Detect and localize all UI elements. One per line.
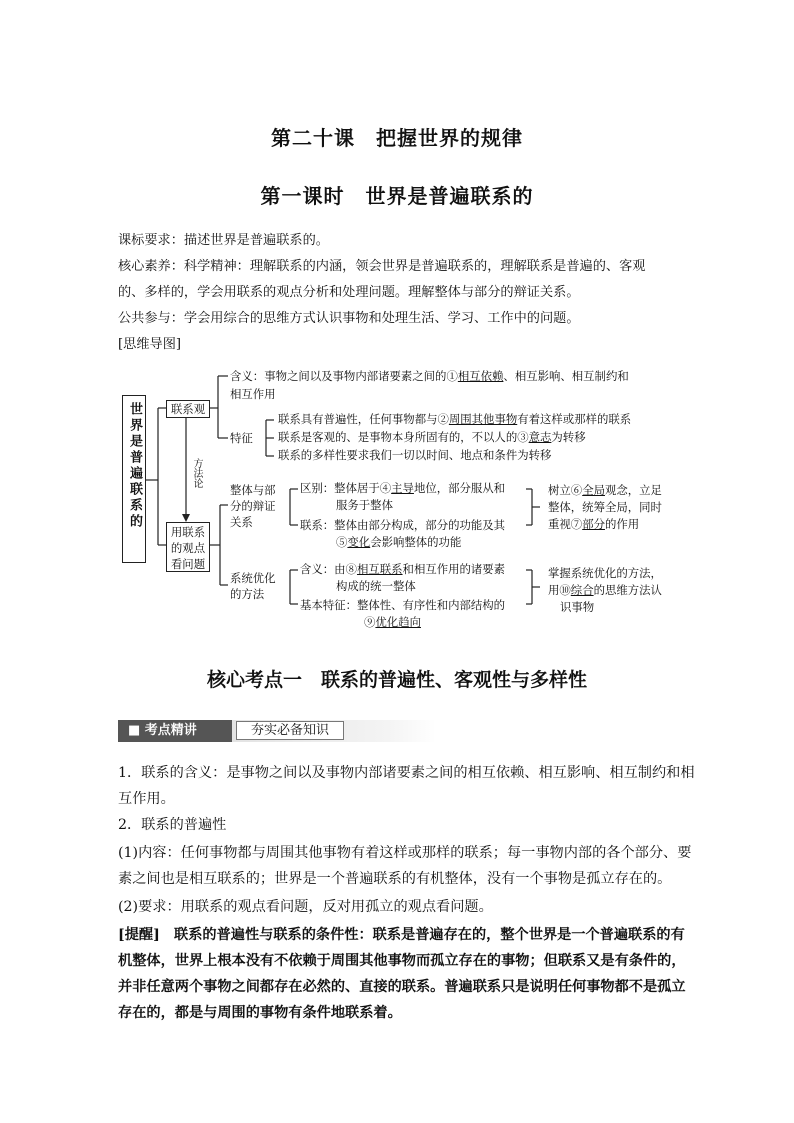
mindmap-feature-2: 联系是客观的、是事物本身所固有的，不以人的③意志为转移: [278, 430, 586, 444]
mindmap-sys-result-2: 用⑩综合的思维方法认: [548, 583, 662, 597]
mindmap-sys-feat-line2: ⑨优化趋向: [364, 615, 421, 629]
mindmap-root: 世界是普遍联系的: [122, 395, 146, 563]
point-2-content-line1: (1)内容：任何事物都与周围其他事物有着这样或那样的联系；每一事物内部的各个部分、要: [118, 845, 692, 861]
mindmap-link-view: 联系观: [166, 400, 210, 418]
mindmap-feature-3: 联系的多样性要求我们一切以时间、地点和条件为转移: [278, 448, 552, 462]
tip-line1: [提醒] 联系的普遍性与联系的条件性：联系是普遍存在的，整个世界是一个普遍联系的有: [118, 927, 685, 943]
mindmap-use-link: 用联系的观点看问题: [166, 522, 210, 572]
tip-line2: 机整体，世界上根本没有不依赖于周围其他事物而孤立存在的事物；但联系又是有条件的，: [118, 953, 686, 969]
mindmap-methodology: 方法论: [191, 458, 202, 488]
mindmap-feature-1: 联系具有普遍性，任何事物都与②周围其他事物有着这样或那样的联系: [278, 412, 632, 426]
mindmap-system-opt: 系统优化的方法: [230, 571, 276, 601]
core-literacy-line2: 的、多样的，学会用联系的观点分析和处理问题。理解整体与部分的辩证关系。: [118, 285, 580, 300]
point-2-content-line2: 素之间也是相互联系的；世界是一个普遍联系的有机整体，没有一个事物是孤立存在的。: [118, 871, 672, 887]
public-participation: 公共参与：学会用综合的思维方式认识事物和处理生活、学习、工作中的问题。: [118, 311, 580, 326]
banner-text: 夯实必备知识: [236, 721, 344, 740]
mindmap-sys-def-line2: 构成的统一整体: [336, 579, 416, 593]
mindmap-whole-result-2: 整体，统筹全局，同时: [548, 500, 662, 514]
mindmap-sys-result-3: 识事物: [560, 600, 595, 614]
mindmap-diff-line2: 服务于整体: [336, 498, 393, 512]
point-2-heading: 2．联系的普遍性: [118, 817, 227, 833]
mindmap-rel-line2: ⑤变化会影响整体的功能: [336, 535, 462, 549]
point-1-line1: 1．联系的含义：是事物之间以及事物内部诸要素之间的相互依赖、相互影响、相互制约和相: [118, 765, 695, 781]
mindmap-def-line1: 含义：事物之间以及事物内部诸要素之间的①相互依赖、相互影响、相互制约和: [230, 369, 629, 383]
mindmap-sys-def-line1: 含义：由⑧相互联系和相互作用的诸要素: [300, 562, 506, 576]
mindmap-sys-feat-line1: 基本特征：整体性、有序性和内部结构的: [300, 598, 506, 612]
section-title: 核心考点一 联系的普遍性、客观性与多样性: [206, 669, 587, 691]
lesson-title: 第二十课 把握世界的规律: [271, 126, 523, 150]
point-1-line2: 互作用。: [118, 791, 175, 807]
mindmap-diff-line1: 区别：整体居于④主导地位，部分服从和: [300, 481, 506, 495]
point-2-requirement: (2)要求：用联系的观点看问题，反对用孤立的观点看问题。: [118, 899, 493, 915]
mindmap-rel-line1: 联系：整体由部分构成，部分的功能及其: [300, 518, 506, 532]
mindmap-whole-result-3: 重视⑦部分的作用: [548, 517, 640, 531]
mindmap-whole-part: 整体与部分的辩证关系: [230, 483, 276, 529]
mindmap-sys-result-1: 掌握系统优化的方法，: [548, 566, 662, 580]
mindmap-label: [思维导图]: [118, 337, 182, 352]
tip-label: [提醒]: [118, 927, 160, 943]
curriculum-standard: 课标要求：描述世界是普遍联系的。: [118, 233, 329, 248]
mindmap-feature-label: 特征: [230, 431, 253, 445]
lesson-subtitle: 第一课时 世界是普遍联系的: [260, 184, 534, 208]
tip-line4: 存在的，都是与周围的事物有条件地联系着。: [118, 1005, 402, 1021]
mindmap-whole-result-1: 树立⑥全局观念，立足: [548, 483, 662, 497]
mindmap-def-line2: 相互作用: [230, 387, 276, 401]
tip-line3: 并非任意两个事物之间都存在必然的、直接的联系。普遍联系只是说明任何事物都不是孤立: [118, 979, 686, 995]
banner-tag: ■ 考点精讲: [118, 720, 232, 742]
core-literacy-line1: 核心素养：科学精神：理解联系的内涵，领会世界是普遍联系的，理解联系是普遍的、客观: [118, 259, 646, 274]
